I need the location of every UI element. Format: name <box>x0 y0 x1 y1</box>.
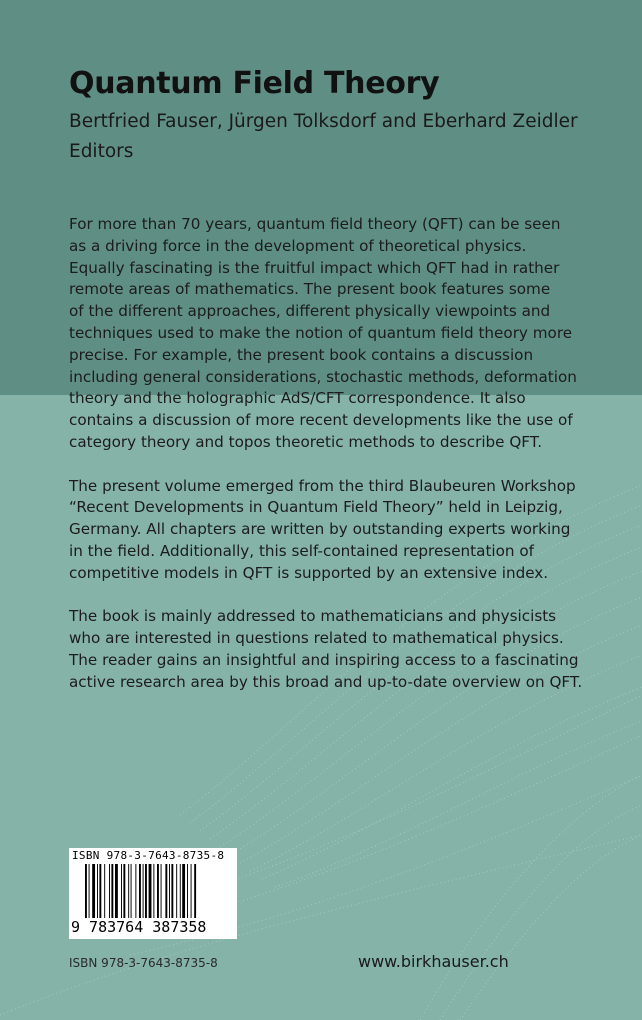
barcode-bar <box>89 864 90 918</box>
barcode-bar <box>99 864 101 918</box>
barcode-bar <box>128 864 129 918</box>
barcode-bar <box>187 864 188 918</box>
description-line: who are interested in questions related to mathematical physics. <box>69 629 564 648</box>
description-paragraph-3 <box>69 606 629 693</box>
description-line: Germany. All chapters are written by outstanding experts working <box>69 520 571 539</box>
description-line: contains a discussion of more recent developments like the use of <box>69 411 573 430</box>
barcode-bar <box>131 864 132 918</box>
barcode-bar <box>97 864 98 918</box>
description-paragraph-1 <box>69 214 629 454</box>
barcode-isbn-label: ISBN 978-3-7643-8735-8 <box>72 849 225 862</box>
barcode-bar <box>115 864 118 918</box>
description-line: For more than 70 years, quantum field theory (QFT) can be seen <box>69 215 561 233</box>
description-line: techniques used to make the notion of quantum field theory more <box>69 323 573 342</box>
barcode-bar <box>139 864 141 918</box>
description-line: “Recent Developments in Quantum Field Theory” held in Leipzig, <box>69 498 563 517</box>
barcode-bar <box>92 864 95 918</box>
description-line: competitive models in QFT is supported by an extensive index. <box>69 563 549 582</box>
barcode-bar <box>145 864 147 918</box>
description-line: category theory and topos theoretic methods to describe QFT. <box>69 432 543 451</box>
barcode-bar <box>165 864 167 918</box>
barcode-bar <box>85 864 87 918</box>
barcode-bar <box>169 864 170 918</box>
isbn-barcode <box>69 848 237 939</box>
book-authors: Bertfried Fauser, Jürgen Tolksdorf and Eberhard Zeidler <box>69 111 578 132</box>
book-description <box>69 214 629 715</box>
footer-isbn: ISBN 978-3-7643-8735-8 <box>69 956 218 970</box>
description-line: including general considerations, stochastic methods, deformation <box>69 367 577 386</box>
description-line: in the field. Additionally, this self-contained representation of <box>69 541 535 560</box>
barcode-bar <box>182 864 185 918</box>
description-line: active research area by this broad and up-to-date overview on QFT. <box>69 672 583 691</box>
barcode-bar <box>104 864 105 918</box>
barcode-bar <box>123 864 125 918</box>
barcode-bar <box>109 864 110 918</box>
barcode-bar <box>121 864 122 918</box>
description-line: The present volume emerged from the third Blaubeuren Workshop <box>69 476 576 495</box>
description-line: theory and the holographic AdS/CFT correspondence. It also <box>69 389 526 408</box>
barcode-digits: 9 783764 387358 <box>71 918 207 936</box>
description-paragraph-2 <box>69 476 629 585</box>
description-line: Equally fascinating is the fruitful impact which QFT had in rather <box>69 258 560 277</box>
description-line: The book is mainly addressed to mathematicians and physicists <box>69 607 557 626</box>
description-line: as a driving force in the development of theoretical physics. <box>69 236 527 255</box>
barcode-bar <box>191 864 192 918</box>
description-line: The reader gains an insightful and inspiring access to a fascinating <box>69 650 579 669</box>
barcode-bars-graphic <box>85 864 229 918</box>
barcode-bar <box>171 864 173 918</box>
description-line: remote areas of mathematics. The present book features some <box>69 280 551 299</box>
barcode-bar <box>194 864 196 918</box>
barcode-bar <box>157 864 159 918</box>
barcode-bar <box>153 864 154 918</box>
description-line: precise. For example, the present book contains a discussion <box>69 345 534 364</box>
description-line: of the different approaches, different physically viewpoints and <box>69 302 551 321</box>
barcode-bar <box>143 864 144 918</box>
publisher-website-link[interactable]: www.birkhauser.ch <box>358 952 509 971</box>
barcode-bar <box>111 864 113 918</box>
editors-label: Editors <box>69 141 134 162</box>
barcode-bar <box>180 864 181 918</box>
barcode-bar <box>176 864 177 918</box>
barcode-bar <box>149 864 152 918</box>
book-title: Quantum Field Theory <box>69 66 440 101</box>
barcode-bar <box>161 864 162 918</box>
barcode-bar <box>135 864 136 918</box>
